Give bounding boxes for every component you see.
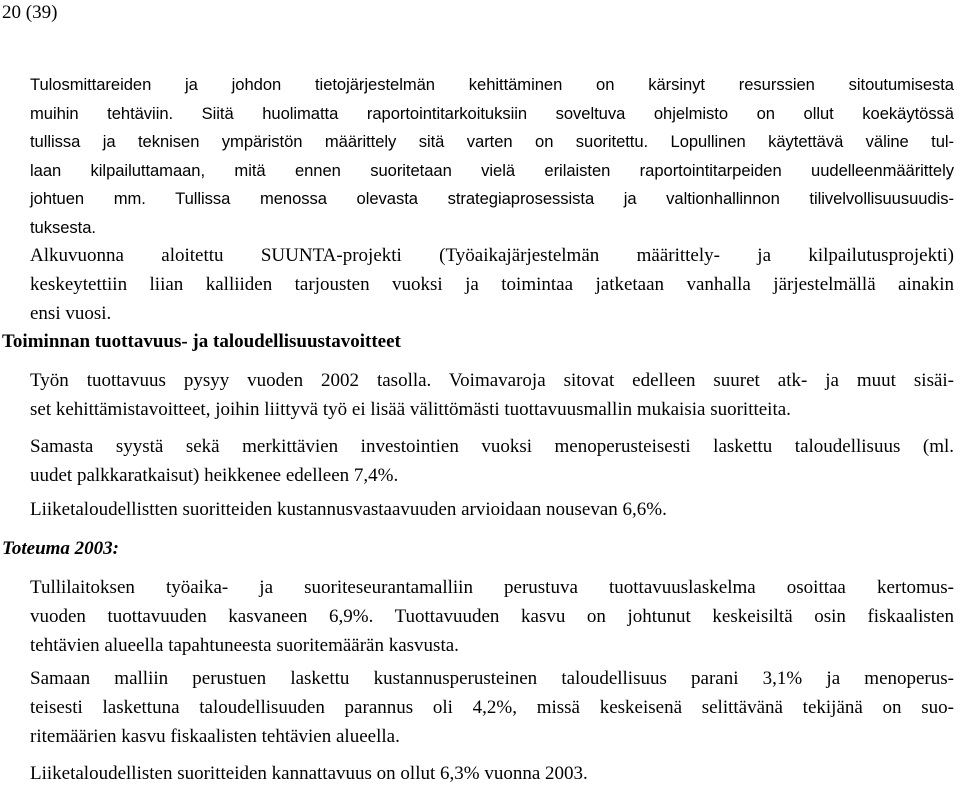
text-line: teisesti laskettuna taloudellisuuden parannus oli 4,2%, missä keskeisenä selittävänä tekijänä on suo- (30, 697, 954, 718)
text-line: Työn tuottavuus pysyy vuoden 2002 tasolla. Voimavaroja sitovat edelleen suuret atk- ja muut sisäi- (30, 370, 954, 391)
text-line: tehtävien alueella tapahtuneesta suoritemäärän kasvusta. (30, 635, 459, 656)
text-line: Tulosmittareiden ja johdon tietojärjestelmän kehittäminen on kärsinyt resurssien sitoutumisesta (30, 75, 954, 94)
text-line: vuoden tuottavuuden kasvaneen 6,9%. Tuottavuuden kasvu on johtunut keskeisiltä osin fiskaalisten (30, 606, 954, 627)
text-line: tullissa ja teknisen ympäristön määrittely sitä varten on suoritettu. Lopullinen käytettävä väline tul- (30, 132, 954, 152)
text-line: ensi vuosi. (30, 303, 112, 324)
paragraph-outcome-profitability (30, 759, 954, 788)
paragraph-outcome-productivity (30, 573, 954, 660)
text-line: uudet palkkaratkaisut) heikkenee edelleen 7,4%. (30, 465, 399, 486)
text-line: johtuen mm. Tullissa menossa olevasta strategiaprosessista ja valtionhallinnon tilivelvollisuusuudis- (30, 189, 954, 209)
text-line: keskeytettiin liian kalliiden tarjousten vuoksi ja toimintaa jatketaan vanhalla järjestelmällä ainakin (30, 274, 954, 295)
text-line: tuksesta. (30, 217, 96, 237)
paragraph-productivity (30, 366, 954, 424)
section-heading-outcome-2003: Toteuma 2003: (2, 538, 119, 559)
text-line: Liiketaloudellisten suoritteiden kannattavuus on ollut 6,3% vuonna 2003. (30, 763, 588, 784)
text-line: set kehittämistavoitteet, joihin liittyvä työ ei lisää välittömästi tuottavuusmallin mukaisia suoritteita. (30, 399, 791, 420)
text-line: ritemäärien kasvu fiskaalisten tehtävien alueella. (30, 726, 400, 747)
paragraph-economy (30, 432, 954, 490)
text-line: Tullilaitoksen työaika- ja suoriteseurantamalliin perustuva tuottavuuslaskelma osoittaa kertomus- (30, 577, 954, 598)
text-line: Alkuvuonna aloitettu SUUNTA-projekti (Työaikajärjestelmän määrittely- ja kilpailutusprojekti) (30, 245, 954, 266)
text-line: Samasta syystä sekä merkittävien investointien vuoksi menoperusteisesti laskettu taloudellisuus (ml. (30, 436, 954, 457)
page-number: 20 (39) (2, 2, 58, 23)
paragraph-report-tools (30, 71, 954, 243)
text-line: muihin tehtäviin. Siitä huolimatta raportointitarkoituksiin soveltuva ohjelmisto on ollut koekäytössä (30, 103, 954, 123)
text-line: Samaan malliin perustuen laskettu kustannusperusteinen taloudellisuus parani 3,1% ja menoperus- (30, 668, 954, 689)
text-line: Liiketaloudellistten suoritteiden kustannusvastaavuuden arvioidaan nousevan 6,6%. (30, 499, 667, 520)
paragraph-suunta-project (30, 241, 954, 328)
paragraph-cost-coverage (30, 495, 954, 524)
section-heading-productivity-goals: Toiminnan tuottavuus- ja taloudellisuustavoitteet (2, 331, 401, 352)
paragraph-outcome-economy (30, 664, 954, 751)
text-line: laan kilpailuttamaan, mitä ennen suoritetaan vielä erilaisten raportointitarpeiden uudelleenmäärittely (30, 160, 954, 180)
